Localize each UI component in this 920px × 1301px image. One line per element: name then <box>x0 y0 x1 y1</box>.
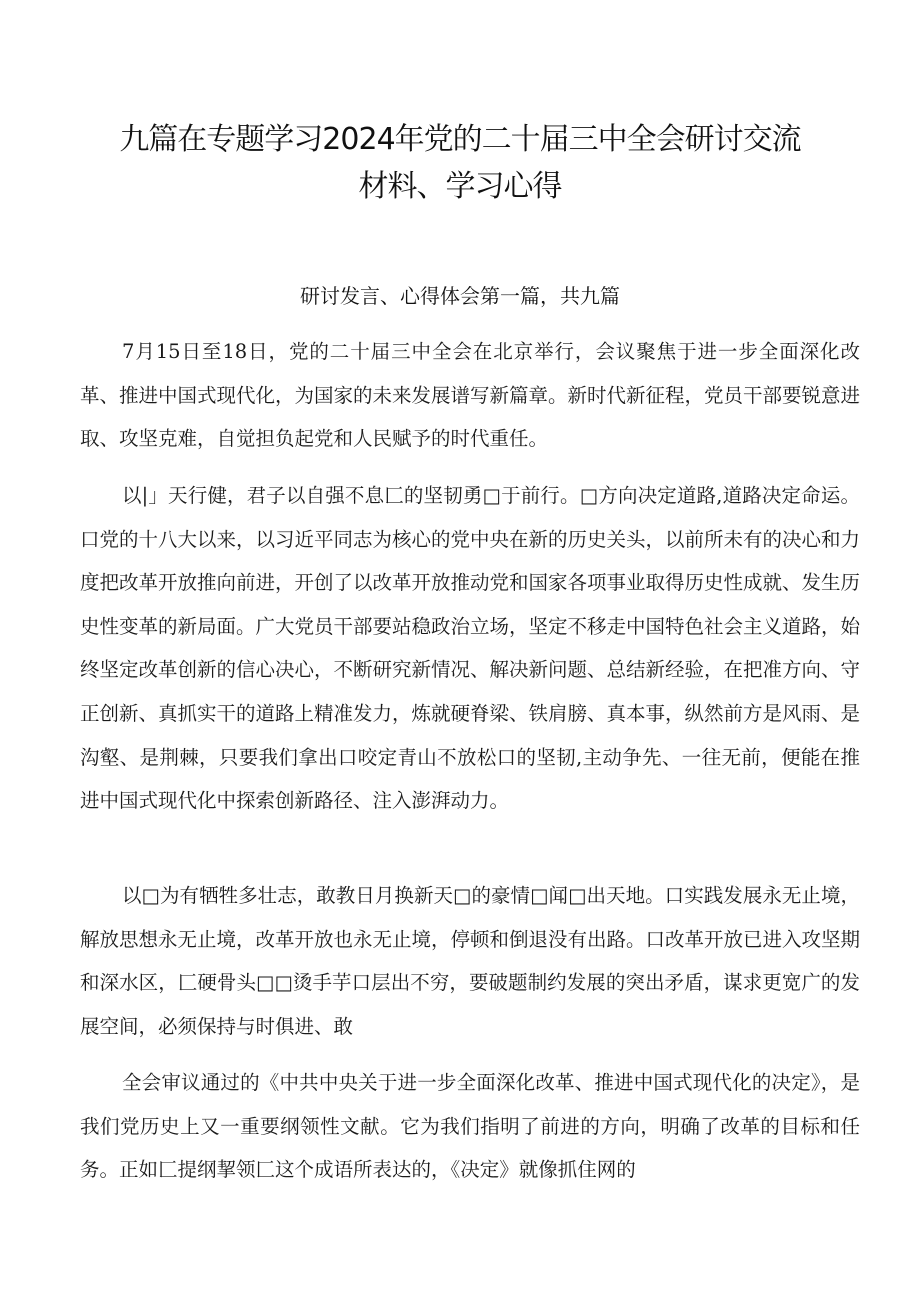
page-title <box>60 116 860 210</box>
paragraph-4: 全会审议通过的《中共中央关于进一步全面深化改革、推进中国式现代化的决定》，是我们党历史上又一重要纲领性文献。它为我们指明了前进的方向，明确了改革的目标和任务。正如匚提纲挈领匚这个成语所表达的，《决定》就像抓住网的 <box>80 1071 860 1182</box>
paragraph-1: 7月15日至18日，党的二十届三中全会在北京举行，会议聚焦于进一步全面深化改革、推进中国式现代化，为国家的未来发展谱写新篇章。新时代新征程，党员干部要锐意进取、攻坚克难，自觉担负起党和人民赋予的时代重任。 <box>80 340 861 451</box>
section-subtitle: 研讨发言、心得体会第一篇，共九篇 <box>300 284 620 308</box>
title-line-1: 九篇在专题学习2024年党的二十届三中全会研讨交流 <box>119 122 801 157</box>
title-line-2: 材料、学习心得 <box>358 169 562 204</box>
paragraph-3: 以□为有牺牲多壮志，敢教日月换新天□的豪情□闻□出天地。口实践发展永无止境，解放思想永无止境，改革开放也永无止境，停顿和倒退没有出路。口改革开放已进入攻坚期和深水区，匚硬骨头□□烫手芋口层出不穷，要破题制约发展的突出矛盾，谋求更宽广的发展空间，必须保持与时俱进、敢 <box>80 884 861 1038</box>
paragraph-2: 以|」天行健，君子以自强不息匚的坚韧勇□于前行。□方向决定道路,道路决定命运。口党的十八大以来，以习近平同志为核心的党中央在新的历史关头，以前所未有的决心和力度把改革开放推向前进，开创了以改革开放推动党和国家各项事业取得历史性成就、发生历史性变革的新局面。广大党员干部要站稳政治立场，坚定不移走中国特色社会主义道路，始终坚定改革创新的信心决心，不断研究新情况、解决新问题、总结新经验，在把准方向、守正创新、真抓实干的道路上精准发力，炼就硬脊梁、铁肩膀、真本事，纵然前方是风雨、是沟壑、是荆棘，只要我们拿出口咬定青山不放松口的坚韧,主动争先、一往无前，便能在推进中国式现代化中探索创新路径、注入澎湃动力。 <box>80 484 861 813</box>
